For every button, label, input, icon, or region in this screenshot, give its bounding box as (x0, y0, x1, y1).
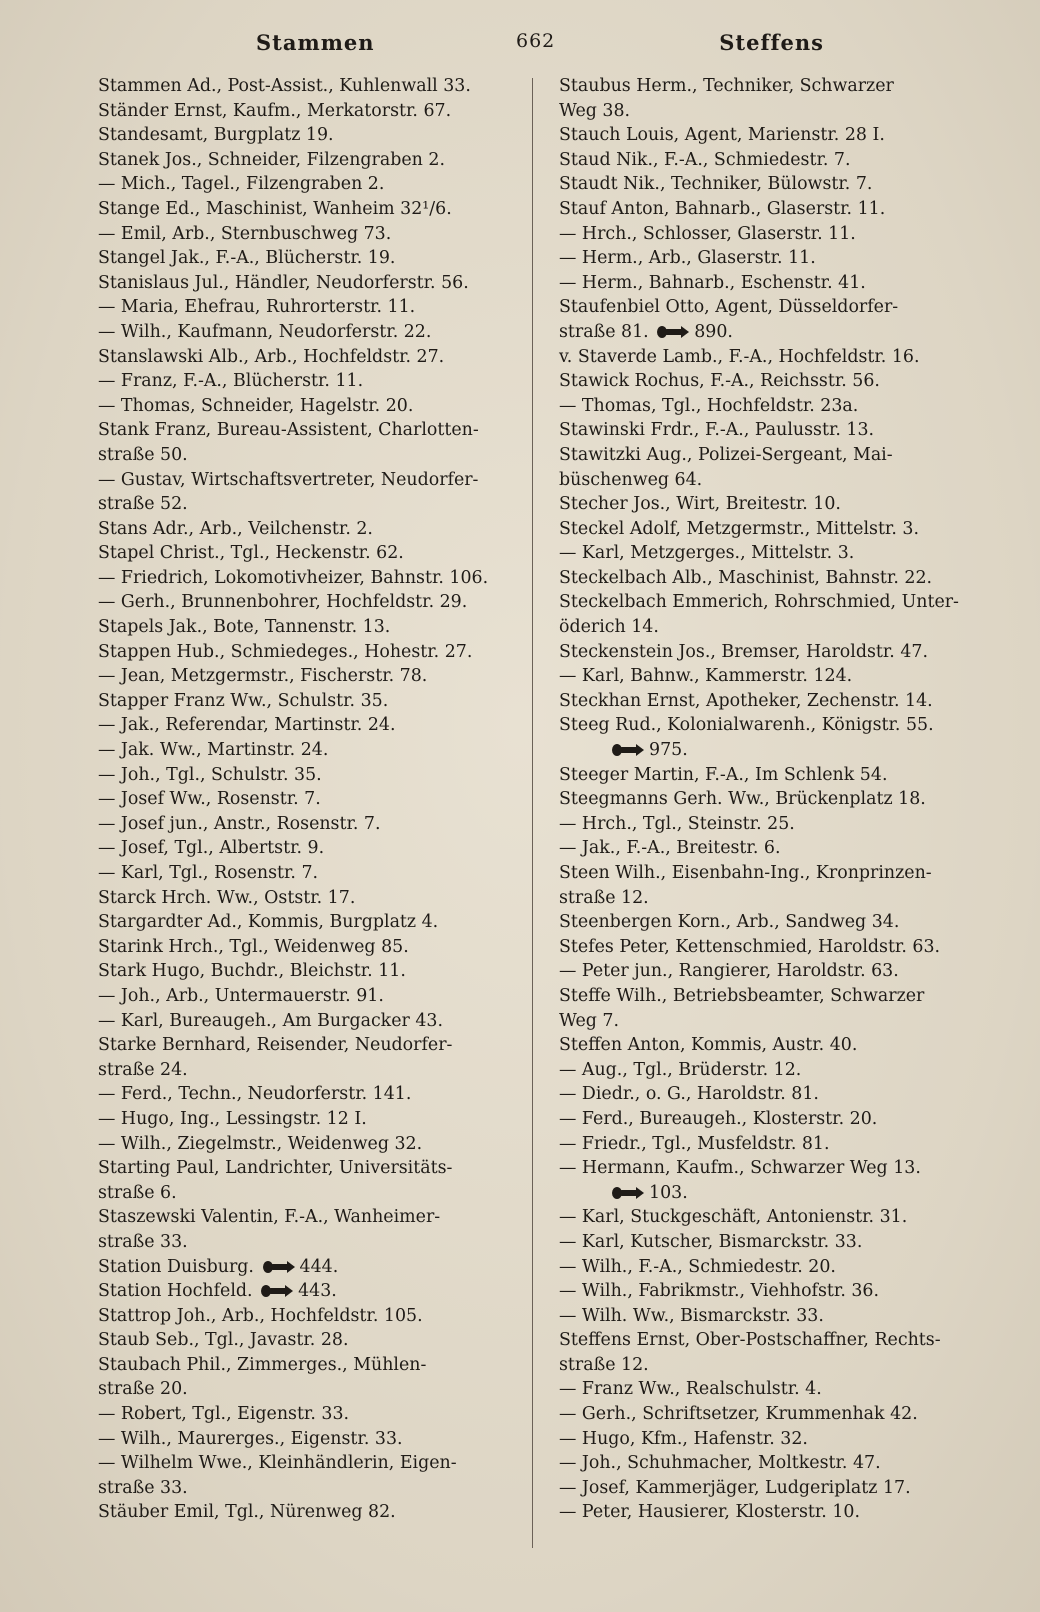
continuation-text: straße 24. (98, 1059, 188, 1080)
entry-text: Stark Hugo, Buchdr., Bleichstr. 11. (98, 961, 406, 982)
directory-entry (98, 1033, 508, 1082)
directory-entry (559, 1500, 989, 1525)
entry-text: Staszewski Valentin, F.-A., Wanheimer- (98, 1207, 441, 1228)
entry-text: — Franz, F.-A., Blücherstr. 11. (98, 371, 364, 392)
entry-text: — Wilh., Maurerges., Eigenstr. 33. (98, 1428, 403, 1449)
directory-entry (98, 886, 508, 911)
entry-continuation (559, 738, 989, 763)
entry-continuation (98, 1058, 508, 1083)
entry-text: Stapels Jak., Bote, Tannenstr. 13. (98, 617, 391, 638)
directory-entry (559, 910, 989, 935)
entry-text: Stauch Louis, Agent, Marienstr. 28 I. (559, 125, 885, 146)
phone-number: 443. (298, 1281, 337, 1302)
entry-text: — Peter, Hausierer, Klosterstr. 10. (559, 1502, 861, 1523)
telephone-receiver-icon (611, 1185, 647, 1201)
continuation-text: straße 33. (98, 1231, 188, 1252)
entry-text: — Karl, Stuckgeschäft, Antonienstr. 31. (559, 1207, 908, 1228)
entry-text: — Hrch., Tgl., Steinstr. 25. (559, 813, 795, 834)
directory-entry (98, 566, 508, 591)
entry-text: — Karl, Kutscher, Bismarckstr. 33. (559, 1231, 863, 1252)
entry-continuation (98, 1230, 508, 1255)
entry-text: — Jean, Metzgermstr., Fischerstr. 78. (98, 666, 428, 687)
entry-text: Stattrop Joh., Arb., Hochfeldstr. 105. (98, 1305, 423, 1326)
directory-entry (98, 590, 508, 615)
entry-text: — Karl, Bureaugeh., Am Burgacker 43. (98, 1010, 444, 1031)
directory-entry (98, 222, 508, 247)
phone-number: 444. (299, 1256, 339, 1277)
directory-entry (559, 418, 989, 443)
entry-text: — Jak., Referendar, Martinstr. 24. (98, 715, 396, 736)
entry-text: Steegmanns Gerh. Ww., Brückenplatz 18. (559, 789, 926, 810)
directory-entry (559, 1132, 989, 1157)
directory-entry (98, 369, 508, 394)
directory-entry (98, 1205, 508, 1254)
entry-text: Steckelbach Alb., Maschinist, Bahnstr. 22. (559, 567, 933, 588)
telephone-receiver-icon (262, 1259, 298, 1275)
directory-entry (559, 443, 989, 492)
directory-entry (98, 1500, 508, 1525)
entry-text: Stawick Rochus, F.-A., Reichsstr. 56. (559, 371, 880, 392)
entry-text: Ständer Ernst, Kaufm., Merkatorstr. 67. (98, 100, 452, 121)
entry-text: Stange Ed., Maschinist, Wanheim 32¹/6. (98, 198, 452, 219)
continuation-text: straße 12. (559, 887, 649, 908)
entry-text: Stauf Anton, Bahnarb., Glaserstr. 11. (559, 198, 886, 219)
directory-entry (559, 1156, 989, 1205)
entry-continuation (98, 443, 508, 468)
directory-entry (559, 123, 989, 148)
entry-text: — Josef Ww., Rosenstr. 7. (98, 789, 321, 810)
directory-entry (98, 197, 508, 222)
directory-entry (559, 1279, 989, 1304)
entry-text: — Joh., Schuhmacher, Moltkestr. 47. (559, 1453, 881, 1474)
entry-text: — Peter jun., Rangierer, Haroldstr. 63. (559, 961, 899, 982)
directory-entry (98, 984, 508, 1009)
directory-entry (98, 836, 508, 861)
entry-text: — Gustav, Wirtschaftsvertreter, Neudorfer- (98, 469, 479, 490)
directory-entry (98, 172, 508, 197)
entry-text: — Robert, Tgl., Eigenstr. 33. (98, 1404, 350, 1425)
directory-entry (98, 959, 508, 984)
entry-continuation (559, 886, 989, 911)
entry-text: Starck Hrch. Ww., Oststr. 17. (98, 887, 356, 908)
telephone-receiver-icon (260, 1283, 296, 1299)
directory-entry (559, 345, 989, 370)
entry-continuation (98, 1181, 508, 1206)
entry-text: — Josef, Tgl., Albertstr. 9. (98, 838, 325, 859)
entry-text: — Emil, Arb., Sternbuschweg 73. (98, 223, 392, 244)
entry-text: Starke Bernhard, Reisender, Neudorfer- (98, 1035, 453, 1056)
entry-text: — Karl, Bahnw., Kammerstr. 124. (559, 666, 853, 687)
entry-text: Steeger Martin, F.-A., Im Schlenk 54. (559, 764, 888, 785)
telephone-receiver-icon (611, 742, 647, 758)
directory-entry (98, 517, 508, 542)
directory-entry (559, 517, 989, 542)
continuation-text: Weg 7. (559, 1010, 620, 1031)
directory-entry (98, 910, 508, 935)
directory-entry (559, 1476, 989, 1501)
entry-continuation (559, 1181, 989, 1206)
entry-text: — Jak., F.-A., Breitestr. 6. (559, 838, 781, 859)
directory-entry (98, 1156, 508, 1205)
directory-entry (98, 763, 508, 788)
directory-entry (559, 566, 989, 591)
directory-entry (98, 468, 508, 517)
entry-text: — Wilh. Ww., Bismarckstr. 33. (559, 1305, 824, 1326)
directory-entry (559, 935, 989, 960)
entry-text: Staud Nik., F.-A., Schmiedestr. 7. (559, 149, 851, 170)
entry-text: Stans Adr., Arb., Veilchenstr. 2. (98, 518, 373, 539)
directory-entry (98, 812, 508, 837)
directory-entry (98, 1353, 508, 1402)
entry-text: Stanslawski Alb., Arb., Hochfeldstr. 27. (98, 346, 445, 367)
directory-entry (559, 1205, 989, 1230)
entry-text: Staudt Nik., Techniker, Bülowstr. 7. (559, 174, 873, 195)
entry-text: Stapper Franz Ww., Schulstr. 35. (98, 690, 389, 711)
entry-text: Steenbergen Korn., Arb., Sandweg 34. (559, 912, 900, 933)
entry-text: — Joh., Arb., Untermauerstr. 91. (98, 985, 384, 1006)
directory-entry (559, 394, 989, 419)
entry-text: Starting Paul, Landrichter, Universitäts- (98, 1158, 453, 1179)
entry-text: — Diedr., o. G., Haroldstr. 81. (559, 1084, 819, 1105)
entry-text: — Aug., Tgl., Brüderstr. 12. (559, 1059, 802, 1080)
entry-continuation (559, 615, 989, 640)
directory-entry (98, 295, 508, 320)
entry-text: — Mich., Tagel., Filzengraben 2. (98, 174, 385, 195)
directory-entry (559, 1255, 989, 1280)
entry-text: Stecher Jos., Wirt, Breitestr. 10. (559, 494, 841, 515)
directory-entry (98, 640, 508, 665)
directory-entry (559, 148, 989, 173)
entry-text: — Ferd., Techn., Neudorferstr. 141. (98, 1084, 412, 1105)
entry-text: Stanek Jos., Schneider, Filzengraben 2. (98, 149, 445, 170)
entry-text: — Ferd., Bureaugeh., Klosterstr. 20. (559, 1108, 878, 1129)
entry-continuation (559, 320, 989, 345)
entry-text: Staubach Phil., Zimmerges., Mühlen- (98, 1354, 427, 1375)
entry-text: Staubus Herm., Techniker, Schwarzer (559, 76, 894, 96)
directory-entry (98, 1328, 508, 1353)
entry-text: — Gerh., Brunnenbohrer, Hochfeldstr. 29. (98, 592, 468, 613)
directory-entry (98, 738, 508, 763)
continuation-text: straße 50. (98, 444, 188, 465)
directory-entry (98, 1009, 508, 1034)
entry-text: — Wilh., Kaufmann, Neudorferstr. 22. (98, 321, 432, 342)
directory-entry (559, 492, 989, 517)
directory-entry (559, 1107, 989, 1132)
directory-entry (559, 836, 989, 861)
entry-text: — Friedr., Tgl., Musfeldstr. 81. (559, 1133, 830, 1154)
entry-continuation (98, 1377, 508, 1402)
entry-text: Steckel Adolf, Metzgermstr., Mittelstr. 3. (559, 518, 919, 539)
directory-entry (98, 418, 508, 467)
entry-text: — Herm., Bahnarb., Eschenstr. 41. (559, 272, 866, 293)
entry-text: Steckhan Ernst, Apotheker, Zechenstr. 14. (559, 690, 933, 711)
entry-continuation (98, 492, 508, 517)
continuation-text: straße 33. (98, 1477, 188, 1498)
entry-continuation (98, 1476, 508, 1501)
directory-entry (98, 1402, 508, 1427)
directory-entry (98, 74, 508, 99)
directory-entry (98, 1255, 508, 1280)
entry-text: v. Staverde Lamb., F.-A., Hochfeldstr. 16. (559, 346, 920, 367)
page-header (96, 30, 944, 66)
entry-text: Stappen Hub., Schmiedeges., Hohestr. 27. (98, 641, 473, 662)
entry-text: Stäuber Emil, Tgl., Nürenweg 82. (98, 1502, 396, 1523)
directory-entry (559, 1402, 989, 1427)
directory-entry (559, 246, 989, 271)
directory-entry (98, 394, 508, 419)
entry-text: Stawinski Frdr., F.-A., Paulusstr. 13. (559, 420, 875, 441)
directory-entry (559, 197, 989, 222)
entry-text: Stammen Ad., Post-Assist., Kuhlenwall 33. (98, 76, 471, 96)
entry-text: — Josef jun., Anstr., Rosenstr. 7. (98, 813, 381, 834)
entry-text: — Hermann, Kaufm., Schwarzer Weg 13. (559, 1158, 921, 1179)
entry-text: Steckenstein Jos., Bremser, Haroldstr. 47. (559, 641, 928, 662)
directory-entry (559, 664, 989, 689)
directory-entry (98, 861, 508, 886)
entry-text: — Wilhelm Wwe., Kleinhändlerin, Eigen- (98, 1453, 457, 1474)
directory-entry (98, 615, 508, 640)
directory-entry (559, 1328, 989, 1377)
continuation-text: straße 81. (559, 321, 649, 342)
directory-entry (98, 1107, 508, 1132)
directory-entry (559, 959, 989, 984)
directory-entry (559, 640, 989, 665)
entry-text: Station Hochfeld. (98, 1281, 253, 1302)
entry-text: — Wilh., F.-A., Schmiedestr. 20. (559, 1256, 836, 1277)
directory-entry (559, 1427, 989, 1452)
directory-entry (559, 369, 989, 394)
continuation-text: straße 6. (98, 1182, 177, 1203)
entry-text: Stefes Peter, Kettenschmied, Haroldstr. 63. (559, 936, 941, 957)
directory-entry (98, 713, 508, 738)
entry-text: Staub Seb., Tgl., Javastr. 28. (98, 1330, 349, 1351)
entry-continuation (559, 468, 989, 493)
phone-number: 975. (649, 740, 688, 761)
directory-entry (98, 99, 508, 124)
directory-entry (98, 787, 508, 812)
entry-continuation (559, 99, 989, 124)
entry-continuation (559, 1353, 989, 1378)
header-left-keyword: Stammen (256, 30, 375, 55)
entry-text: — Wilh., Ziegelmstr., Weidenweg 32. (98, 1133, 423, 1154)
entry-text: — Josef, Kammerjäger, Ludgeriplatz 17. (559, 1477, 911, 1498)
directory-entry (559, 1033, 989, 1058)
directory-entry (559, 1230, 989, 1255)
directory-entry (98, 935, 508, 960)
entry-text: Stapel Christ., Tgl., Heckenstr. 62. (98, 543, 404, 564)
entry-continuation (559, 1009, 989, 1034)
continuation-text: straße 12. (559, 1354, 649, 1375)
entry-text: Station Duisburg. (98, 1256, 254, 1277)
entry-text: — Karl, Metzgerges., Mittelstr. 3. (559, 543, 855, 564)
entry-text: — Hugo, Ing., Lessingstr. 12 I. (98, 1108, 367, 1129)
entry-text: — Joh., Tgl., Schulstr. 35. (98, 764, 322, 785)
entry-text: — Thomas, Schneider, Hagelstr. 20. (98, 395, 414, 416)
continuation-text: straße 52. (98, 494, 188, 515)
entry-text: Steeg Rud., Kolonialwarenh., Königstr. 55. (559, 715, 934, 736)
entry-text: — Gerh., Schriftsetzer, Krummenhak 42. (559, 1404, 918, 1425)
directory-entry (98, 1082, 508, 1107)
entry-text: Standesamt, Burgplatz 19. (98, 125, 334, 146)
entry-text: Staufenbiel Otto, Agent, Düsseldorfer- (559, 297, 899, 318)
directory-entry (98, 271, 508, 296)
entry-text: — Wilh., Fabrikmstr., Viehhofstr. 36. (559, 1281, 880, 1302)
entry-text: Stanislaus Jul., Händler, Neudorferstr. 56. (98, 272, 469, 293)
entry-text: — Jak. Ww., Martinstr. 24. (98, 740, 329, 761)
entry-text: Steckelbach Emmerich, Rohrschmied, Unter- (559, 592, 959, 613)
directory-entry (559, 541, 989, 566)
directory-entry (559, 1377, 989, 1402)
left-column (98, 74, 508, 1525)
phone-number: 890. (694, 321, 733, 342)
entry-text: Stargardter Ad., Kommis, Burgplatz 4. (98, 912, 439, 933)
telephone-receiver-icon (656, 324, 692, 340)
continuation-text: büschenweg 64. (559, 469, 703, 490)
entry-text: — Thomas, Tgl., Hochfeldstr. 23a. (559, 395, 859, 416)
directory-entry (98, 1427, 508, 1452)
entry-text: Steffen Anton, Kommis, Austr. 40. (559, 1035, 858, 1056)
entry-text: Steffe Wilh., Betriebsbeamter, Schwarzer (559, 985, 925, 1006)
header-right-keyword: Steffens (719, 30, 824, 55)
page-number: 662 (516, 30, 556, 52)
entry-text: Steen Wilh., Eisenbahn-Ing., Kronprinzen- (559, 863, 932, 883)
continuation-text: Weg 38. (559, 100, 631, 121)
directory-entry (98, 541, 508, 566)
directory-entry (98, 689, 508, 714)
directory-entry (559, 763, 989, 788)
entry-text: Stawitzki Aug., Polizei-Sergeant, Mai- (559, 444, 893, 465)
continuation-text: öderich 14. (559, 617, 659, 638)
entry-text: — Hugo, Kfm., Hafenstr. 32. (559, 1428, 808, 1449)
directory-entry (559, 713, 989, 762)
directory-entry (559, 689, 989, 714)
entry-text: Starink Hrch., Tgl., Weidenweg 85. (98, 936, 409, 957)
directory-entry (98, 1304, 508, 1329)
directory-entry (559, 1082, 989, 1107)
directory-entry (559, 984, 989, 1033)
directory-entry (98, 345, 508, 370)
directory-entry (98, 1279, 508, 1304)
directory-entry (559, 222, 989, 247)
entry-text: — Friedrich, Lokomotivheizer, Bahnstr. 106. (98, 567, 489, 588)
entry-text: — Herm., Arb., Glaserstr. 11. (559, 248, 816, 269)
directory-entry (559, 172, 989, 197)
column-divider (532, 78, 533, 1548)
continuation-text: straße 20. (98, 1379, 188, 1400)
directory-entry (98, 148, 508, 173)
entry-text: Stank Franz, Bureau-Assistent, Charlotten- (98, 420, 479, 441)
directory-entry (98, 123, 508, 148)
entry-text: — Franz Ww., Realschulstr. 4. (559, 1379, 822, 1400)
phone-number: 103. (649, 1182, 688, 1203)
directory-entry (98, 246, 508, 271)
directory-entry (559, 1304, 989, 1329)
entry-text: — Karl, Tgl., Rosenstr. 7. (98, 863, 319, 883)
directory-entry (559, 1058, 989, 1083)
directory-entry (98, 320, 508, 345)
right-column (559, 74, 989, 1525)
directory-entry (559, 1451, 989, 1476)
directory-entry (559, 787, 989, 812)
directory-entry (98, 664, 508, 689)
directory-entry (559, 74, 989, 123)
directory-entry (559, 861, 989, 910)
directory-entry (98, 1451, 508, 1500)
entry-text: Stangel Jak., F.-A., Blücherstr. 19. (98, 248, 396, 269)
directory-entry (559, 590, 989, 639)
directory-entry (98, 1132, 508, 1157)
directory-entry (559, 271, 989, 296)
directory-entry (559, 295, 989, 344)
entry-text: — Maria, Ehefrau, Ruhrorterstr. 11. (98, 297, 416, 318)
entry-text: — Hrch., Schlosser, Glaserstr. 11. (559, 223, 856, 244)
directory-entry (559, 812, 989, 837)
entry-text: Steffens Ernst, Ober-Postschaffner, Rechts- (559, 1330, 941, 1351)
